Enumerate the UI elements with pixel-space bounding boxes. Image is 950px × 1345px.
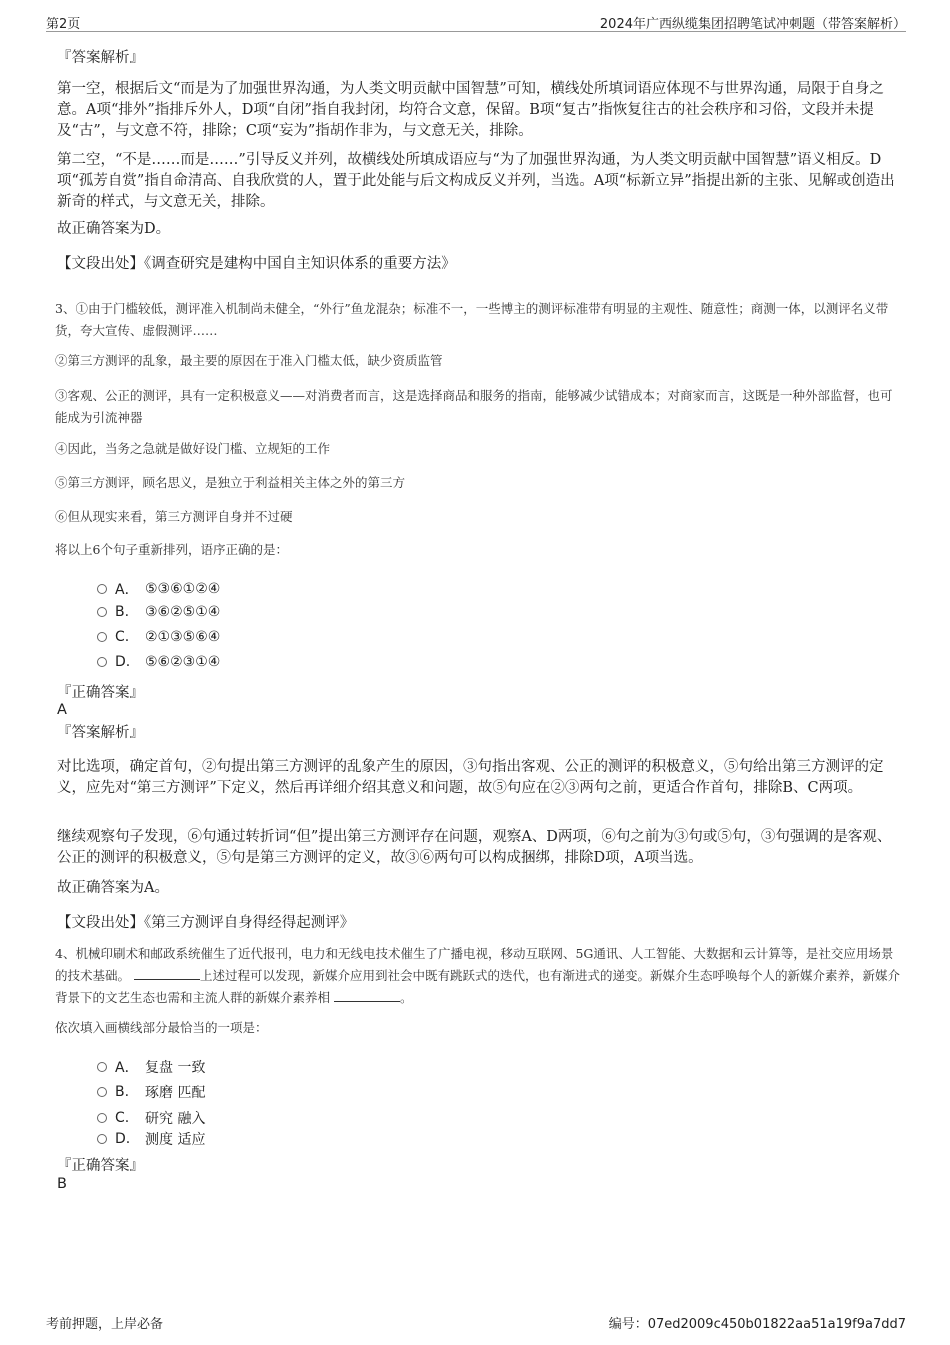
footer-slogan: 考前押题，上岸必备: [46, 1317, 164, 1332]
document-id: 编号：07ed2009c450b01822aa51a19f9a7dd7: [608, 1317, 906, 1332]
q4-option-b[interactable]: B. 琢磨 匹配: [97, 1082, 205, 1102]
q3-conclusion: 故正确答案为A。: [57, 880, 169, 896]
q2-analysis-label: 『答案解析』: [57, 50, 144, 66]
radio-icon[interactable]: [97, 584, 107, 594]
radio-icon[interactable]: [97, 657, 107, 667]
q3-option-d[interactable]: D. ⑤⑥②③①④: [97, 654, 220, 670]
q2-analysis-para2: 第二空，“不是……而是……”引导反义并列，故横线处所填成语应与“为了加强世界沟通，为人类文明贡献中国智慧”语义相反。D项“孤芳自赏”指自命清高、自我欣赏的人，置于此处能与后文构成反义并列，当选。A项“标新立异”指提出新的主张、见解或创造出新奇的样式，与文意无关，排除。: [57, 152, 895, 210]
radio-icon[interactable]: [97, 1087, 107, 1097]
q4-option-a[interactable]: A． 复盘 一致: [97, 1057, 205, 1077]
q3-sentence-1: 3、①由于门槛较低，测评准入机制尚未健全，“外行”鱼龙混杂；标准不一，一些博主的测评标准带有明显的主观性、随意性；商测一体，以测评名义带货，夸大宣传、虚假测评……: [55, 301, 889, 338]
radio-icon[interactable]: [97, 1113, 107, 1123]
page-number: 第2页: [46, 17, 81, 32]
q4-option-d[interactable]: D. 测度 适应: [97, 1129, 205, 1149]
radio-icon[interactable]: [97, 1062, 107, 1072]
answer-blank-1[interactable]: [134, 967, 200, 980]
q3-analysis-label: 『答案解析』: [57, 725, 144, 741]
q3-sentence-6: ⑥但从现实来看，第三方测评自身并不过硬: [55, 509, 293, 524]
page-header: [46, 11, 906, 32]
document-title: 2024年广西纵缆集团招聘笔试冲刺题（带答案解析）: [599, 17, 906, 32]
q3-prompt: 将以上6个句子重新排列，语序正确的是：: [55, 542, 288, 557]
answer-blank-2[interactable]: [334, 989, 400, 1002]
q2-analysis-para1: 第一空，根据后文“而是为了加强世界沟通，为人类文明贡献中国智慧”可知，横线处所填词语应体现不与世界沟通，局限于自身之意。A项“排外”指排斥外人，D项“自闭”指自我封闭，均符合文意，保留。B项“复古”指恢复往古的社会秩序和习俗，文段并未提及“古”，与文意不符，排除；C项“妄为”指胡作非为，与文意无关，排除。: [57, 81, 884, 139]
q4-option-c[interactable]: C. 研究 融入: [97, 1108, 205, 1128]
radio-icon[interactable]: [97, 632, 107, 642]
q2-source: 【文段出处】《调查研究是建构中国自主知识体系的重要方法》: [57, 256, 456, 272]
q3-sentence-2: ②第三方测评的乱象，最主要的原因在于准入门槛太低，缺少资质监管: [55, 353, 443, 368]
q3-sentence-4: ④因此，当务之急就是做好设门槛、立规矩的工作: [55, 441, 331, 456]
radio-icon[interactable]: [97, 1134, 107, 1144]
q3-option-a[interactable]: A． ⑤③⑥①②④: [97, 579, 220, 599]
q4-answer: B: [57, 1176, 67, 1192]
q3-source: 【文段出处】《第三方测评自身得经得起测评》: [57, 915, 355, 931]
q3-answer-label: 『正确答案』: [57, 685, 144, 701]
q3-option-c[interactable]: C. ②①③⑤⑥④: [97, 629, 220, 645]
q3-answer: A: [57, 702, 67, 718]
q3-analysis-para2: 继续观察句子发现，⑥句通过转折词“但”提出第三方测评存在问题，观察A、D两项，⑥句之前为③句或⑤句，③句强调的是客观、公正的测评的积极意义，⑤句是第三方测评的定义，故③⑥两句可以构成捆绑，排除D项，A项当选。: [57, 829, 892, 866]
q3-analysis-para1: 对比选项，确定首句，②句提出第三方测评的乱象产生的原因，③句指出客观、公正的测评的积极意义，⑤句给出第三方测评的定义，应先对“第三方测评”下定义，然后再详细介绍其意义和问题，故⑤句应在②③两句之前，更适合作首句，排除B、C两项。: [57, 759, 884, 796]
q2-conclusion: 故正确答案为D。: [57, 221, 171, 237]
q3-sentence-3: ③客观、公正的测评，具有一定积极意义——对消费者而言，这是选择商品和服务的指南，能够减少试错成本；对商家而言，这既是一种外部监督，也可能成为引流神器: [55, 388, 893, 425]
q4-prompt: 依次填入画横线部分最恰当的一项是：: [55, 1020, 268, 1035]
q3-sentence-5: ⑤第三方测评，顾名思义，是独立于利益相关主体之外的第三方: [55, 475, 406, 490]
q3-option-b[interactable]: B. ③⑥②⑤①④: [97, 604, 220, 620]
q4-answer-label: 『正确答案』: [57, 1158, 144, 1174]
q4-stem: 4、机械印刷术和邮政系统催生了近代报刊，电力和无线电技术催生了广播电视，移动互联网、5G通讯、人工智能、大数据和云计算等，是社交应用场景的技术基础。 上述过程可以发现，新媒介应用到社会中既有跳跃式的迭代，也有渐进式的递变。新媒介生态呼唤每个人的新媒介素养，新媒介背景下的文艺生态也需和主流人群的新媒介素养相 。: [55, 946, 901, 1005]
radio-icon[interactable]: [97, 607, 107, 617]
